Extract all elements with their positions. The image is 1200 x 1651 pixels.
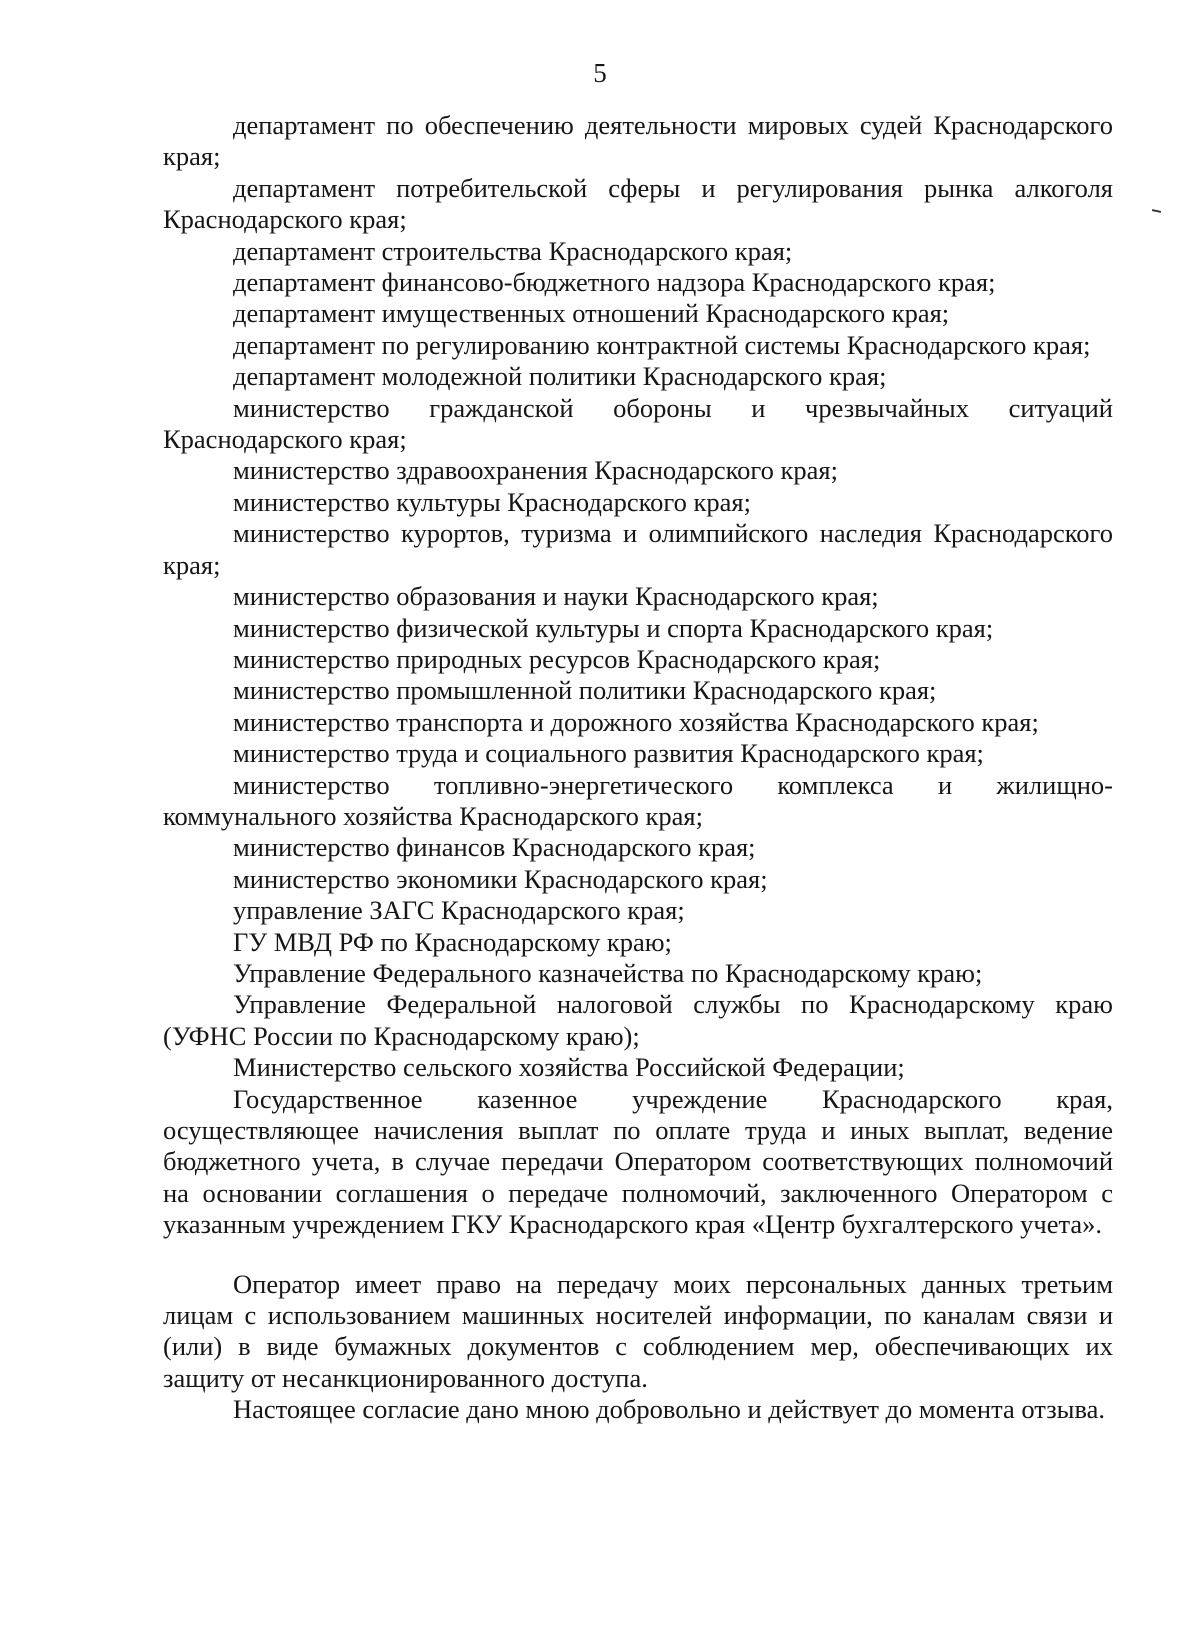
paragraph-consent: Настоящее согласие дано мною добровольно и действует до момента отзыва. — [233, 1394, 1106, 1425]
list-item: министерство здравоохранения Краснодарского края; — [233, 455, 838, 486]
list-item: министерство промышленной политики Краснодарского края; — [233, 675, 937, 706]
paragraph-data-transfer: Оператор имеет право на передачу моих персональных данных третьим лицам с использованием машинных носителей информации, по каналам связи и (или) в виде бумажных документов с соблюдением мер, обеспечивающих их защиту от несанкционированного доступа. — [163, 1268, 1113, 1393]
list-item: Государственное казенное учреждение Краснодарского края, осуществляющее начисления выплат по оплате труда и иных выплат, ведение бюджетного учета, в случае передачи Оператором соответствующих полномочий на основании соглашения о передаче полномочий, заключенного Оператором с указанным учреждением ГКУ Краснодарского края «Центр бухгалтерского учета». — [163, 1083, 1113, 1240]
list-item: департамент строительства Краснодарского края; — [233, 235, 793, 266]
scan-mark — [1152, 209, 1161, 213]
list-item: министерство курортов, туризма и олимпийского наследия Краснодарского края; — [163, 518, 1113, 580]
list-item: департамент имущественных отношений Краснодарского края; — [233, 298, 950, 329]
list-item: департамент по обеспечению деятельности мировых судей Краснодарского края; — [163, 110, 1113, 172]
list-item: министерство транспорта и дорожного хозяйства Краснодарского края; — [233, 706, 1039, 737]
list-item: министерство топливно-энергетического комплекса и жилищно-коммунального хозяйства Краснодарского края; — [163, 769, 1113, 831]
list-item: Управление Федерального казначейства по Краснодарскому краю; — [233, 957, 983, 988]
list-item: министерство образования и науки Краснодарского края; — [233, 581, 879, 612]
list-item: департамент молодежной политики Краснодарского края; — [233, 361, 887, 392]
list-item: министерство культуры Краснодарского края; — [233, 486, 751, 517]
list-item: министерство экономики Краснодарского края; — [233, 863, 768, 894]
list-item: Управление Федеральной налоговой службы по Краснодарскому краю (УФНС России по Краснодарскому краю); — [163, 989, 1113, 1051]
list-item: управление ЗАГС Краснодарского края; — [233, 895, 685, 926]
list-item: министерство природных ресурсов Краснодарского края; — [233, 643, 881, 674]
list-item: министерство финансов Краснодарского края; — [233, 832, 756, 863]
list-item: ГУ МВД РФ по Краснодарскому краю; — [233, 926, 672, 957]
list-item: министерство труда и социального развития Краснодарского края; — [233, 738, 984, 769]
list-item: Министерство сельского хозяйства Российской Федерации; — [233, 1052, 905, 1083]
list-item: министерство физической культуры и спорта Краснодарского края; — [233, 612, 994, 643]
page-number: 5 — [593, 58, 607, 88]
list-item: департамент потребительской сферы и регулирования рынка алкоголя Краснодарского края; — [163, 172, 1113, 235]
list-item: департамент финансово-бюджетного надзора Краснодарского края; — [233, 267, 996, 298]
document-body — [163, 110, 1113, 1426]
list-item: департамент по регулированию контрактной системы Краснодарского края; — [233, 329, 1091, 360]
list-item: министерство гражданской обороны и чрезвычайных ситуаций Краснодарского края; — [163, 392, 1113, 455]
